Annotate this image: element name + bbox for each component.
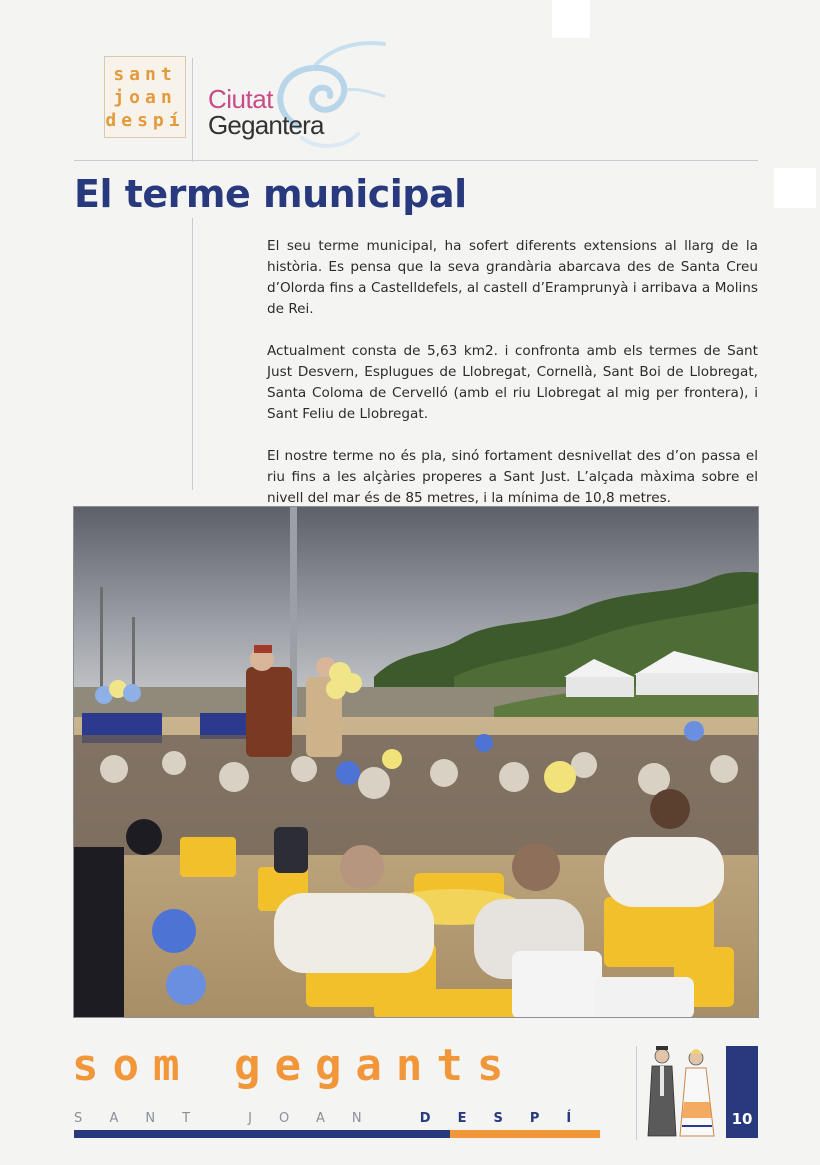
divider: [636, 1046, 637, 1140]
ciutat-label: Ciutat: [208, 84, 273, 114]
footer-title: som gegants: [72, 1040, 518, 1091]
divider: [192, 58, 193, 162]
sant-joan-despi-logo: [104, 56, 186, 138]
footer-city-grey: SANT JOAN: [74, 1111, 420, 1126]
footer-city: [74, 1111, 598, 1126]
body-text: [267, 236, 758, 530]
giants-illustration-icon: [640, 1042, 722, 1140]
page-number: 10: [731, 1110, 753, 1128]
logo-line-1: sant: [113, 63, 177, 85]
footer-bar: [450, 1130, 600, 1138]
header-rule: [74, 160, 758, 161]
scan-artifact: [774, 168, 816, 208]
footer-city-bold: DESPÍ: [419, 1111, 599, 1126]
scan-artifact: [552, 0, 590, 38]
paragraph: Actualment consta de 5,63 km2. i confronta amb els termes de Sant Just Desvern, Esplugues de Llobregat, Cornellà, Sant Boi de Llobregat, Santa Coloma de Cervelló (amb el riu Llobregat al mig per frontera), i Sant Feliu de Llobregat.: [267, 343, 758, 422]
divider: [192, 218, 193, 490]
paragraph: El nostre terme no és pla, sinó fortament desnivellat des d’on passa el riu fins a les alçàries properes a Sant Just. L’alçada màxima sobre el nivell del mar és de 85 metres, i la mínima de 10,8 metres.: [267, 448, 758, 506]
paragraph: El seu terme municipal, ha sofert diferents extensions al llarg de la història. Es pensa que la seva grandària abarcava des de Santa Creu d’Olorda fins a Castelldefels, al castell d’Eramprunyà i arribava a Molins de Rei.: [267, 238, 758, 317]
footer-bar: [74, 1130, 450, 1138]
gegantera-label: Gegantera: [208, 110, 324, 140]
festival-photo: [73, 506, 759, 1018]
logo-line-2: joan: [113, 86, 177, 108]
logo-line-3: despí: [105, 109, 185, 131]
page-title: El terme municipal: [74, 172, 467, 216]
